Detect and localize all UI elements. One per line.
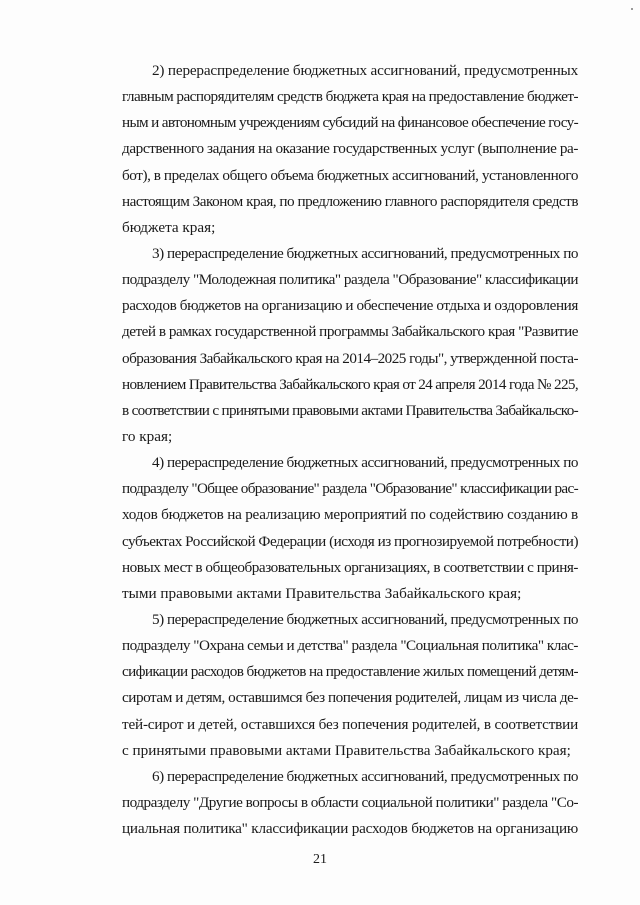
text-line: настоящим Законом края, по предложению главного распорядителя средств	[122, 192, 578, 210]
text-line: расходов бюджетов на организацию и обеспечение отдыха и оздоровления	[122, 297, 578, 315]
text-line: 4) перераспределение бюджетных ассигнований, предусмотренных по	[152, 454, 578, 472]
document-body	[122, 58, 578, 842]
text-line: тей-сирот и детей, оставшихся без попечения родителей, в соответствии	[122, 715, 579, 733]
text-line: 6) перераспределение бюджетных ассигнований, предусмотренных по	[152, 767, 578, 785]
text-line: новых мест в общеобразовательных организациях, в соответствии с приня-	[122, 558, 579, 576]
paragraph-item-6	[122, 764, 578, 842]
text-line: в соответствии с принятыми правовыми актами Правительства Забайкальско-	[122, 401, 579, 419]
text-line: ным и автономным учреждениям субсидий на финансовое обеспечение госу-	[122, 114, 578, 132]
text-line: главным распорядителям средств бюджета края на предоставление бюджет-	[122, 88, 578, 106]
text-line: субъектах Российской Федерации (исходя из прогнозируемой потребности)	[122, 532, 579, 550]
text-line: с принятыми правовыми актами Правительства Забайкальского края;	[122, 741, 571, 759]
text-line: подразделу "Молодежная политика" раздела "Образование" классификации	[122, 271, 579, 289]
text-line: подразделу "Общее образование" раздела "Образование" классификации рас-	[122, 480, 579, 498]
paragraph-item-2	[122, 58, 578, 241]
scan-margin-mark	[631, 8, 633, 10]
text-line: тыми правовыми актами Правительства Забайкальского края;	[122, 584, 522, 602]
paragraph-item-3	[122, 241, 578, 450]
text-line: бот), в пределах общего объема бюджетных ассигнований, установленного	[122, 166, 578, 184]
text-line: бюджета края;	[122, 218, 216, 236]
text-line: 2) перераспределение бюджетных ассигнований, предусмотренных	[152, 62, 578, 79]
text-line: дарственного задания на оказание государственных услуг (выполнение ра-	[122, 140, 579, 158]
paragraph-item-5	[122, 607, 578, 764]
text-line: 5) перераспределение бюджетных ассигнований, предусмотренных по	[152, 610, 578, 628]
text-line: сификации расходов бюджетов на предоставление жилых помещений детям-	[122, 663, 578, 681]
text-line: образования Забайкальского края на 2014–2025 годы", утвержденной поста-	[122, 349, 578, 367]
text-line: подразделу "Охрана семьи и детства" раздела "Социальная политика" клас-	[122, 637, 578, 655]
text-line: подразделу "Другие вопросы в области социальной политики" раздела "Со-	[122, 793, 579, 811]
text-line: новлением Правительства Забайкальского края от 24 апреля 2014 года № 225,	[122, 375, 578, 393]
text-line: 3) перераспределение бюджетных ассигнований, предусмотренных по	[152, 244, 578, 262]
text-line: циальная политика" классификации расходов бюджетов на организацию	[122, 820, 579, 838]
paragraph-item-4	[122, 450, 578, 607]
page-number: 21	[313, 852, 327, 867]
text-line: сиротам и детям, оставшимся без попечения родителей, лицам из числа де-	[122, 689, 578, 707]
text-line: го края;	[122, 427, 173, 445]
text-line: ходов бюджетов на реализацию мероприятий по содействию созданию в	[122, 506, 578, 524]
text-line: детей в рамках государственной программы Забайкальского края "Развитие	[122, 323, 578, 341]
